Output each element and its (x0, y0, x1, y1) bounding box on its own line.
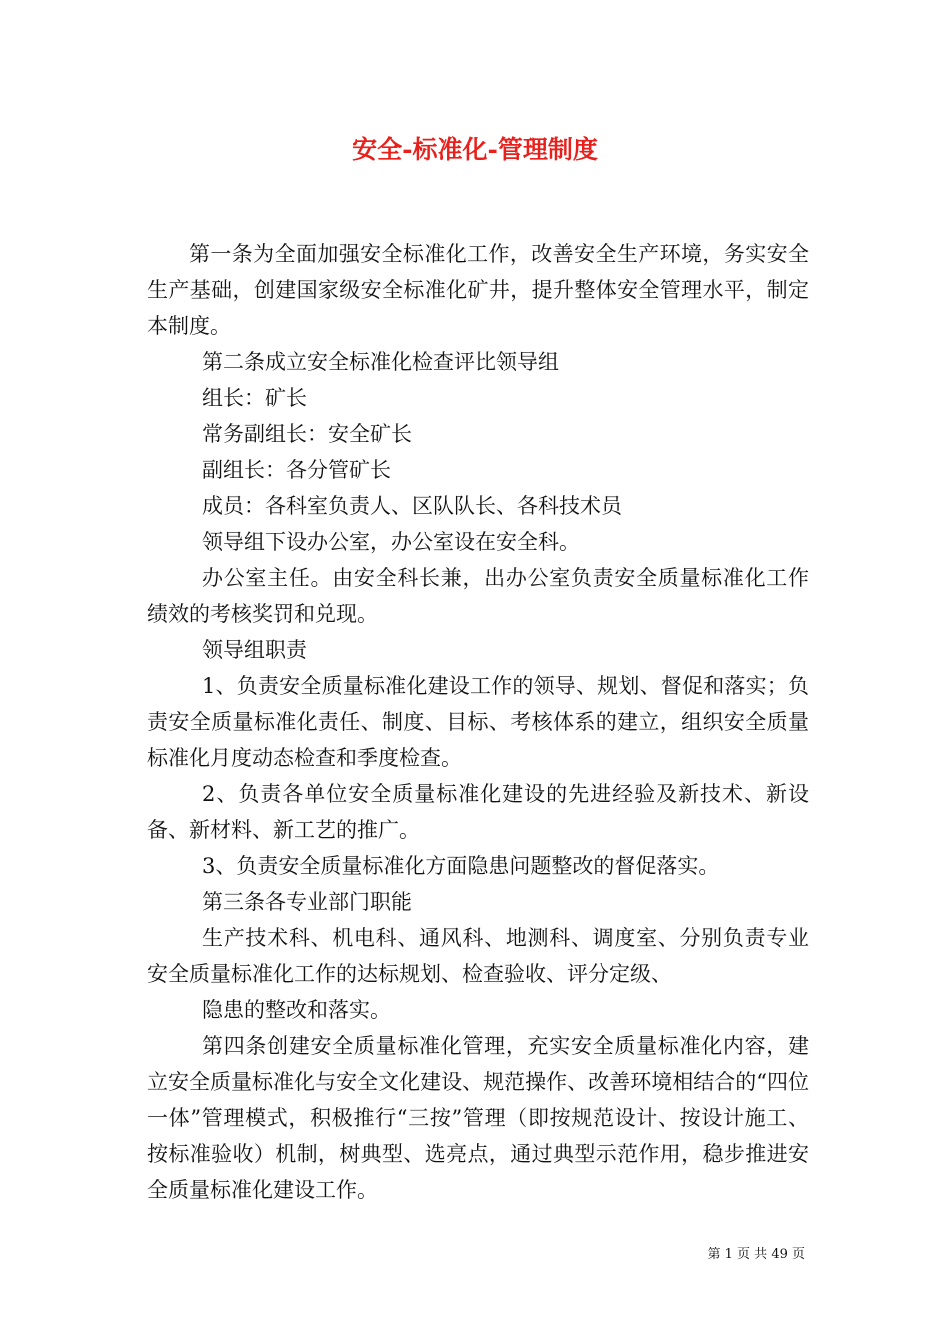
paragraph-duties-heading: 领导组职责 (202, 638, 307, 662)
document-title: 安全-标准化-管理制度 (352, 135, 598, 164)
paragraph-departments: 生产技术科、机电科、通风科、地测科、调度室、分别负责专业安全质量标准化工作的达标规划、检查验收、评分定级、 (147, 926, 809, 986)
paragraph-article-3: 第三条各专业部门职能 (202, 890, 412, 914)
paragraph-article-1: 第一条为全面加强安全标准化工作，改善安全生产环境，务实安全生产基础，创建国家级安全标准化矿井，提升整体安全管理水平，制定本制度。 (147, 242, 809, 338)
paragraph-office: 领导组下设办公室，办公室设在安全科。 (202, 530, 580, 554)
paragraph-deputy-leader: 副组长：各分管矿长 (202, 458, 391, 482)
page-number: 第 1 页 共 49 页 (707, 1247, 805, 1262)
paragraph-duty-1: 1、负责安全质量标准化建设工作的领导、规划、督促和落实；负责安全质量标准化责任、制度、目标、考核体系的建立，组织安全质量标准化月度动态检查和季度检查。 (147, 674, 809, 770)
paragraph-office-director: 办公室主任。由安全科长兼，出办公室负责安全质量标准化工作绩效的考核奖罚和兑现。 (147, 566, 809, 626)
paragraph-rectification: 隐患的整改和落实。 (202, 998, 391, 1022)
paragraph-group-leader: 组长：矿长 (202, 386, 307, 410)
paragraph-members: 成员：各科室负责人、区队队长、各科技术员 (202, 494, 622, 518)
paragraph-article-2: 第二条成立安全标准化检查评比领导组 (202, 350, 559, 374)
paragraph-duty-2: 2、负责各单位安全质量标准化建设的先进经验及新技术、新设备、新材料、新工艺的推广。 (147, 782, 809, 842)
paragraph-duty-3: 3、负责安全质量标准化方面隐患问题整改的督促落实。 (202, 854, 720, 878)
paragraph-article-4: 第四条创建安全质量标准化管理，充实安全质量标准化内容，建立安全质量标准化与安全文化建设、规范操作、改善环境相结合的“四位一体”管理模式，积极推行“三按”管理（即按规范设计、按设计施工、按标准验收）机制，树典型、选亮点，通过典型示范作用，稳步推进安全质量标准化建设工作。 (147, 1034, 809, 1202)
paragraph-executive-deputy: 常务副组长：安全矿长 (202, 422, 412, 446)
document-body (147, 236, 809, 1208)
